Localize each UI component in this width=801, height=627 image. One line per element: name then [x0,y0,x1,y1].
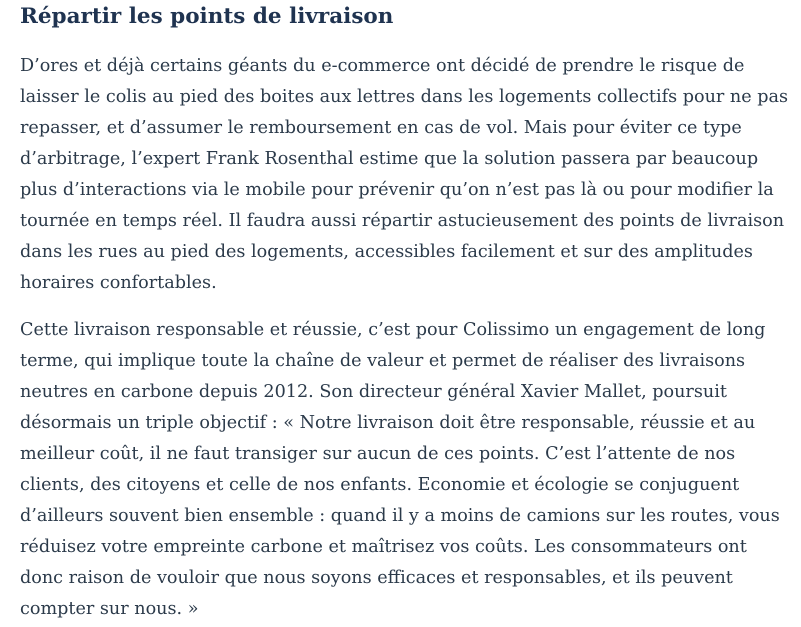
paragraph-delivery-points: D’ores et déjà certains géants du e-commerce ont décidé de prendre le risque de laisser le colis au pied des boites aux lettres dans les logements collectifs pour ne pas repasser, et d’assumer le remboursement en cas de vol. Mais pour éviter ce type d’arbitrage, l’expert Frank Rosenthal estime que la solution passera par beaucoup plus d’interactions via le mobile pour prévenir qu’on n’est pas là ou pour modifier la tournée en temps réel. Il faudra aussi répartir astucieusement des points de livraison dans les rues au pied des logements, accessibles facilement et sur des amplitudes horaires confortables. [20,56,789,293]
section-heading: Répartir les points de livraison [20,4,394,29]
article [20,0,792,625]
paragraph-colissimo: Cette livraison responsable et réussie, c’est pour Colissimo un engagement de long terme, qui implique toute la chaîne de valeur et permet de réaliser des livraisons neutres en carbone depuis 2012. Son directeur général Xavier Mallet, poursuit désormais un triple objectif : « Notre livraison doit être responsable, réussie et au meilleur coût, il ne faut transiger sur aucun de ces points. C’est l’attente de nos clients, des citoyens et celle de nos enfants. Economie et écologie se conjuguent d’ailleurs souvent bien ensemble : quand il y a moins de camions sur les routes, vous réduisez votre empreinte carbone et maîtrisez vos coûts. Les consommateurs ont donc raison de vouloir que nous soyons efficaces et responsables, et ils peuvent compter sur nous. » [20,320,780,619]
